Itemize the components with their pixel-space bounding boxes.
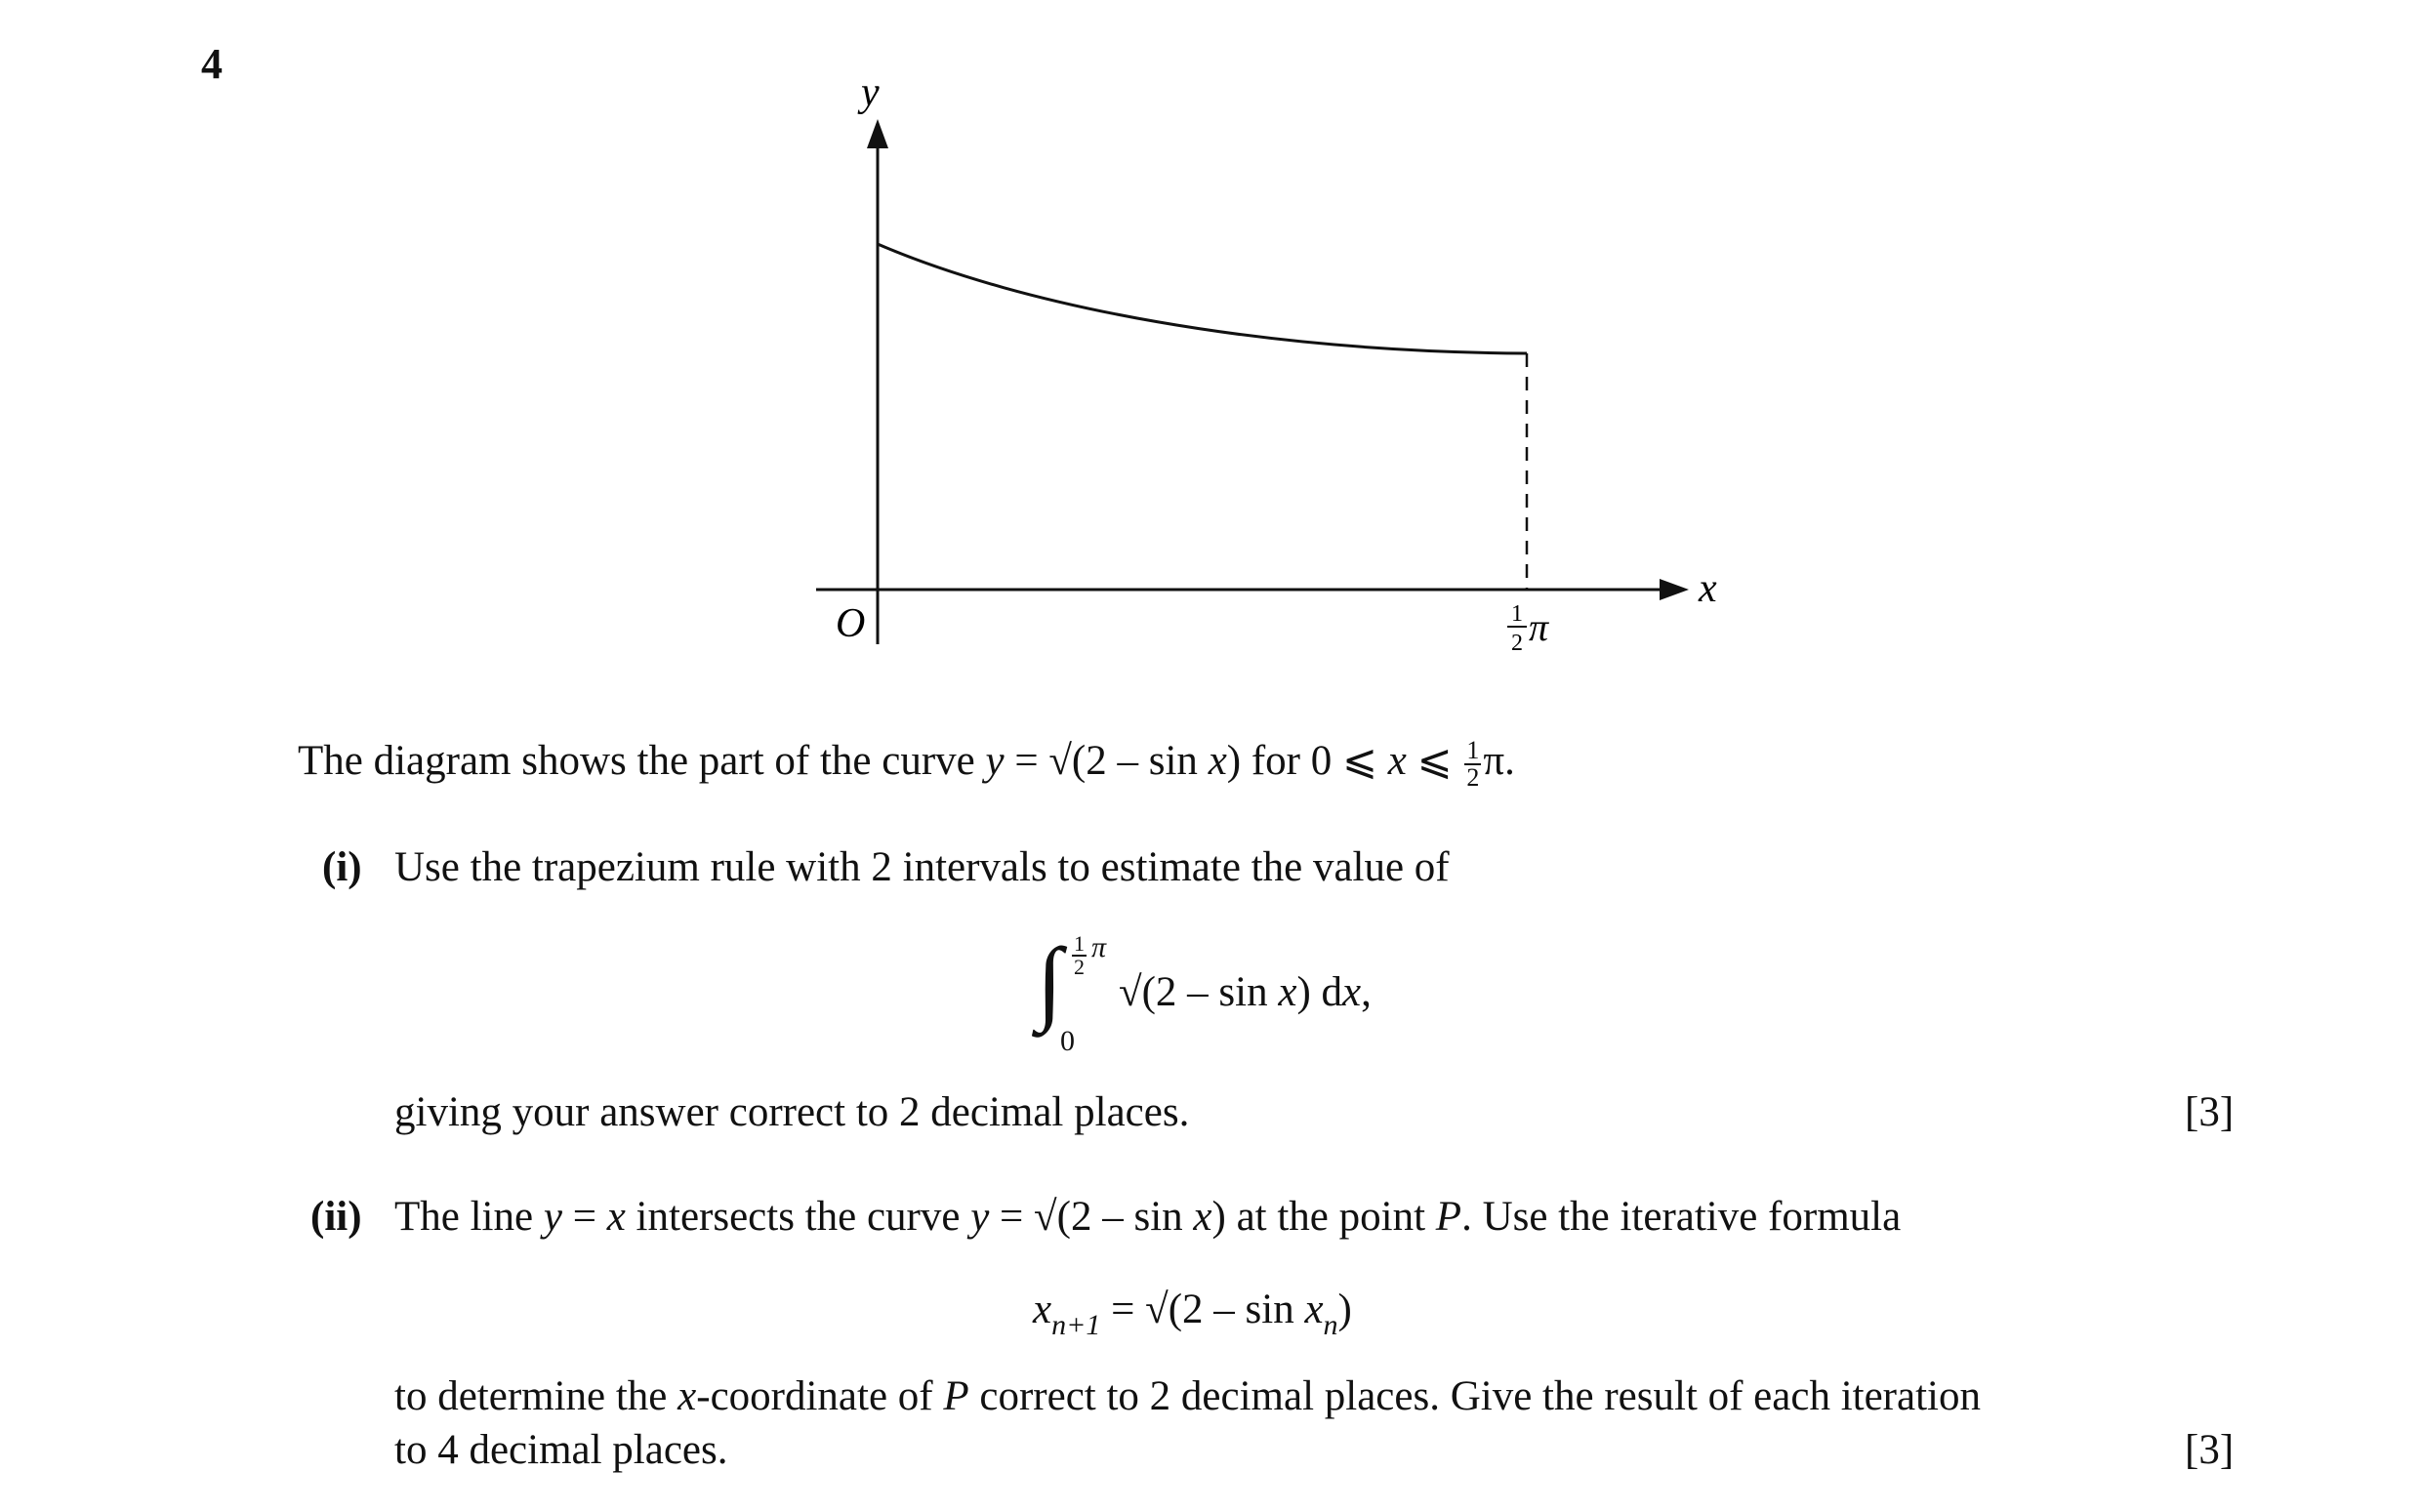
part-ii-line2 bbox=[394, 1370, 1981, 1423]
var-x: x bbox=[1193, 1194, 1212, 1240]
y-axis-label: y bbox=[861, 70, 880, 115]
intro-part: π. bbox=[1483, 738, 1515, 784]
text-part: . Use the iterative formula bbox=[1461, 1194, 1902, 1240]
part-ii-line3: to 4 decimal places. bbox=[394, 1427, 728, 1473]
integral-sign: ∫ bbox=[1037, 928, 1063, 1033]
var-x: x bbox=[1387, 738, 1407, 784]
x-axis-arrow bbox=[1660, 579, 1689, 600]
integral-upper-fraction bbox=[1072, 933, 1087, 978]
subscript: n bbox=[1323, 1309, 1338, 1341]
subscript: n+1 bbox=[1051, 1309, 1101, 1341]
intro-part: The diagram shows the part of the curve bbox=[298, 738, 986, 784]
integrand-part: ) d bbox=[1296, 969, 1343, 1015]
upper-numerator: 1 bbox=[1074, 931, 1085, 956]
text-part: ) at the point bbox=[1211, 1194, 1436, 1240]
part-i-text: Use the trapezium rule with 2 intervals to estimate the value of bbox=[394, 844, 1450, 890]
var-x: x bbox=[1342, 969, 1362, 1015]
text-part: The line bbox=[394, 1194, 544, 1240]
integral-upper-pi: π bbox=[1091, 931, 1107, 963]
text-part: = bbox=[561, 1194, 607, 1240]
fraction-denominator: 2 bbox=[1466, 763, 1480, 793]
var-p: P bbox=[1435, 1194, 1462, 1240]
fraction-numerator: 1 bbox=[1466, 736, 1480, 765]
integrand bbox=[1119, 966, 1372, 1019]
var-x: x bbox=[1033, 1287, 1052, 1332]
iterative-formula bbox=[1033, 1284, 1352, 1352]
x-axis-label: x bbox=[1699, 566, 1717, 611]
formula-part: ) bbox=[1337, 1287, 1352, 1332]
x-tick-denominator: 2 bbox=[1511, 631, 1523, 656]
var-y: y bbox=[985, 738, 1005, 784]
var-p: P bbox=[943, 1373, 969, 1419]
var-x: x bbox=[1278, 969, 1297, 1015]
x-tick-numerator: 1 bbox=[1511, 601, 1523, 627]
origin-label: O bbox=[836, 601, 866, 646]
x-tick-pi: π bbox=[1529, 605, 1549, 649]
var-x: x bbox=[606, 1194, 626, 1240]
curve bbox=[878, 244, 1525, 353]
var-y: y bbox=[970, 1194, 990, 1240]
var-x: x bbox=[1208, 738, 1227, 784]
part-ii-text bbox=[394, 1191, 1901, 1244]
text-part: = √(2 – sin bbox=[989, 1194, 1194, 1240]
text-part: correct to 2 decimal places. Give the result of each iteration bbox=[968, 1373, 1981, 1419]
intro-part: ) for 0 ⩽ bbox=[1226, 738, 1388, 784]
text-part: -coordinate of bbox=[696, 1373, 944, 1419]
text-part: to determine the bbox=[394, 1373, 678, 1419]
part-i-marks: [3] bbox=[2185, 1089, 2235, 1135]
integrand-part: √(2 – sin bbox=[1119, 969, 1279, 1015]
y-axis-arrow bbox=[867, 119, 888, 148]
var-x: x bbox=[677, 1373, 697, 1419]
part-ii-marks: [3] bbox=[2185, 1427, 2235, 1473]
intro-part: ⩽ bbox=[1406, 738, 1463, 784]
intro-part: = √(2 – sin bbox=[1004, 738, 1209, 784]
part-i-label: (i) bbox=[322, 844, 362, 890]
fraction-half bbox=[1464, 738, 1481, 791]
var-x: x bbox=[1304, 1287, 1324, 1332]
curve-diagram bbox=[800, 59, 1728, 683]
text-part: intersects the curve bbox=[625, 1194, 971, 1240]
var-y: y bbox=[543, 1194, 562, 1240]
question-number: 4 bbox=[201, 40, 223, 88]
integral-expression bbox=[1037, 927, 1447, 1064]
integrand-part: , bbox=[1361, 969, 1372, 1015]
part-ii-label: (ii) bbox=[310, 1194, 362, 1240]
upper-denominator: 2 bbox=[1074, 955, 1085, 979]
part-i-giving: giving your answer correct to 2 decimal places. bbox=[394, 1089, 1190, 1135]
formula-part: = √(2 – sin bbox=[1100, 1287, 1305, 1332]
integral-lower-limit: 0 bbox=[1060, 1025, 1075, 1057]
intro-text bbox=[298, 735, 1515, 791]
